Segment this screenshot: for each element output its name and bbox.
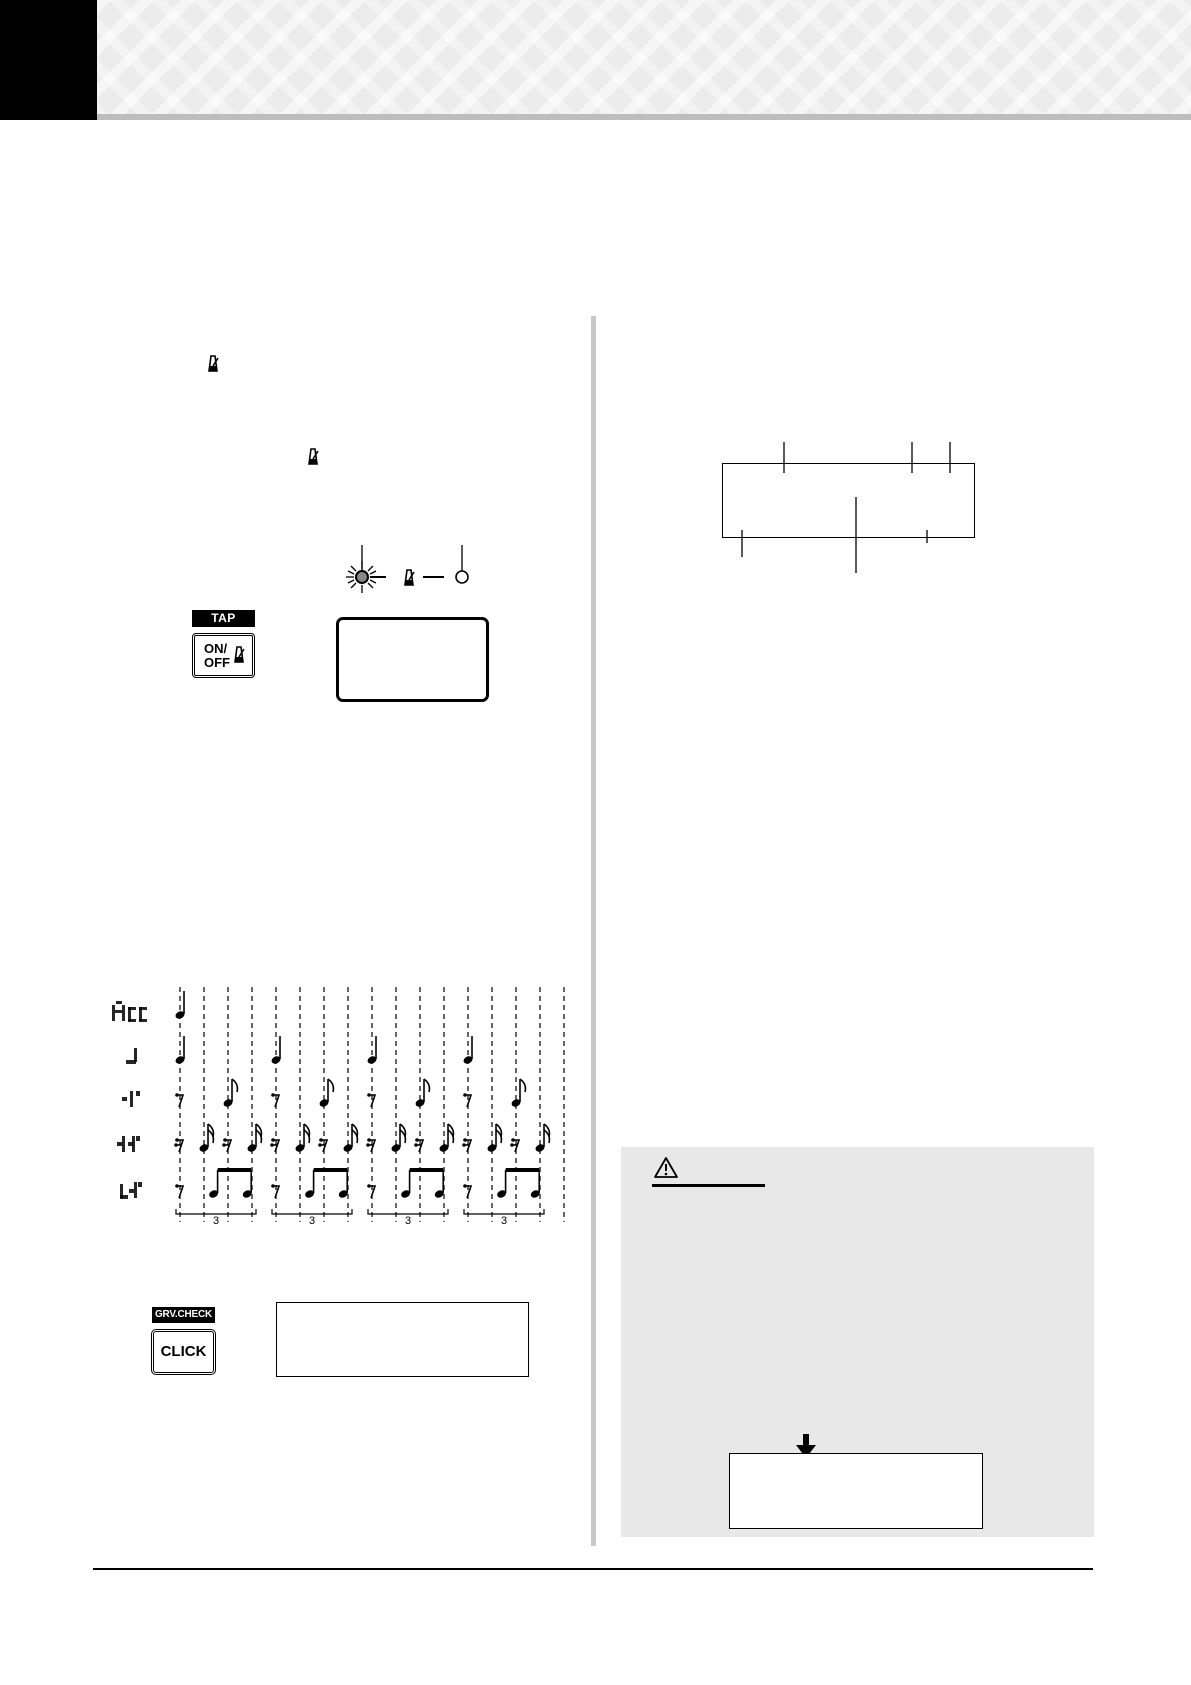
rest-dot — [271, 1184, 275, 1188]
chapter-tab — [0, 0, 97, 120]
rest-dot — [414, 1143, 418, 1147]
tap-label: TAP — [192, 610, 255, 627]
quarter-glyph — [126, 1048, 137, 1064]
rest-dot — [175, 1138, 179, 1142]
note-flag — [328, 1079, 333, 1092]
metronome-icon — [405, 570, 414, 585]
triplet-beam — [506, 1168, 540, 1172]
rest-dot — [463, 1093, 467, 1097]
rest-dot — [270, 1143, 274, 1147]
rhythm-chart — [100, 985, 580, 1235]
note-flag — [520, 1079, 525, 1092]
metronome-icon — [205, 354, 221, 372]
rest-dot — [319, 1138, 323, 1142]
caution-display-box — [729, 1453, 983, 1529]
rest-dot — [174, 1143, 178, 1147]
rest-dot — [367, 1138, 371, 1142]
lamp-indicators — [320, 545, 520, 625]
rest-dot — [175, 1184, 179, 1188]
triplet-bracket — [272, 1209, 352, 1214]
rest-dot — [367, 1184, 371, 1188]
on-off-label — [204, 642, 230, 670]
metronome-icon — [305, 447, 321, 465]
eighth-glyph — [122, 1091, 140, 1107]
triplet-beam — [218, 1168, 252, 1172]
triplet-number: 3 — [308, 1215, 316, 1227]
triplet-glyph — [120, 1182, 142, 1199]
note-flag — [424, 1079, 429, 1092]
rest-dot — [271, 1093, 275, 1097]
rest-dot — [271, 1138, 275, 1142]
triplet-bracket — [368, 1209, 448, 1214]
metronome-icon — [232, 645, 246, 663]
lcd-callout-lines — [722, 440, 982, 575]
rest-dot — [511, 1138, 515, 1142]
accent-glyph — [112, 1001, 147, 1022]
grv-check-label: GRV.CHECK — [152, 1307, 215, 1323]
beat-lamp-unlit — [456, 571, 468, 583]
rest-dot — [175, 1093, 179, 1097]
off-label: OFF — [204, 655, 230, 670]
on-label: ON/ — [204, 641, 228, 656]
click-button[interactable]: CLICK — [151, 1329, 216, 1375]
rest-dot — [415, 1138, 419, 1142]
footer-rule — [93, 1568, 1093, 1570]
header-band — [97, 0, 1191, 116]
rest-dot — [366, 1143, 370, 1147]
column-divider — [591, 316, 596, 1546]
rest-dot — [318, 1143, 322, 1147]
rest-dot — [463, 1184, 467, 1188]
rest-dot — [367, 1093, 371, 1097]
rest-dot — [222, 1143, 226, 1147]
caution-underline — [652, 1184, 765, 1187]
rest-dot — [510, 1143, 514, 1147]
beat-lamp-lit — [356, 571, 368, 583]
tempo-display — [336, 617, 489, 702]
sixteenth-glyph — [117, 1136, 140, 1152]
warning-icon — [653, 1156, 679, 1180]
triplet-bracket — [464, 1209, 544, 1214]
triplet-bracket — [176, 1209, 256, 1214]
rest-dot — [462, 1143, 466, 1147]
triplet-number: 3 — [404, 1215, 412, 1227]
header-underline — [97, 114, 1191, 120]
rest-dot — [223, 1138, 227, 1142]
triplet-beam — [410, 1168, 444, 1172]
click-display-box — [276, 1302, 529, 1377]
rest-dot — [463, 1138, 467, 1142]
triplet-number: 3 — [212, 1215, 220, 1227]
note-flag — [232, 1079, 237, 1092]
metronome-on-off-button[interactable] — [192, 633, 255, 678]
triplet-beam — [314, 1168, 348, 1172]
triplet-number: 3 — [500, 1215, 508, 1227]
